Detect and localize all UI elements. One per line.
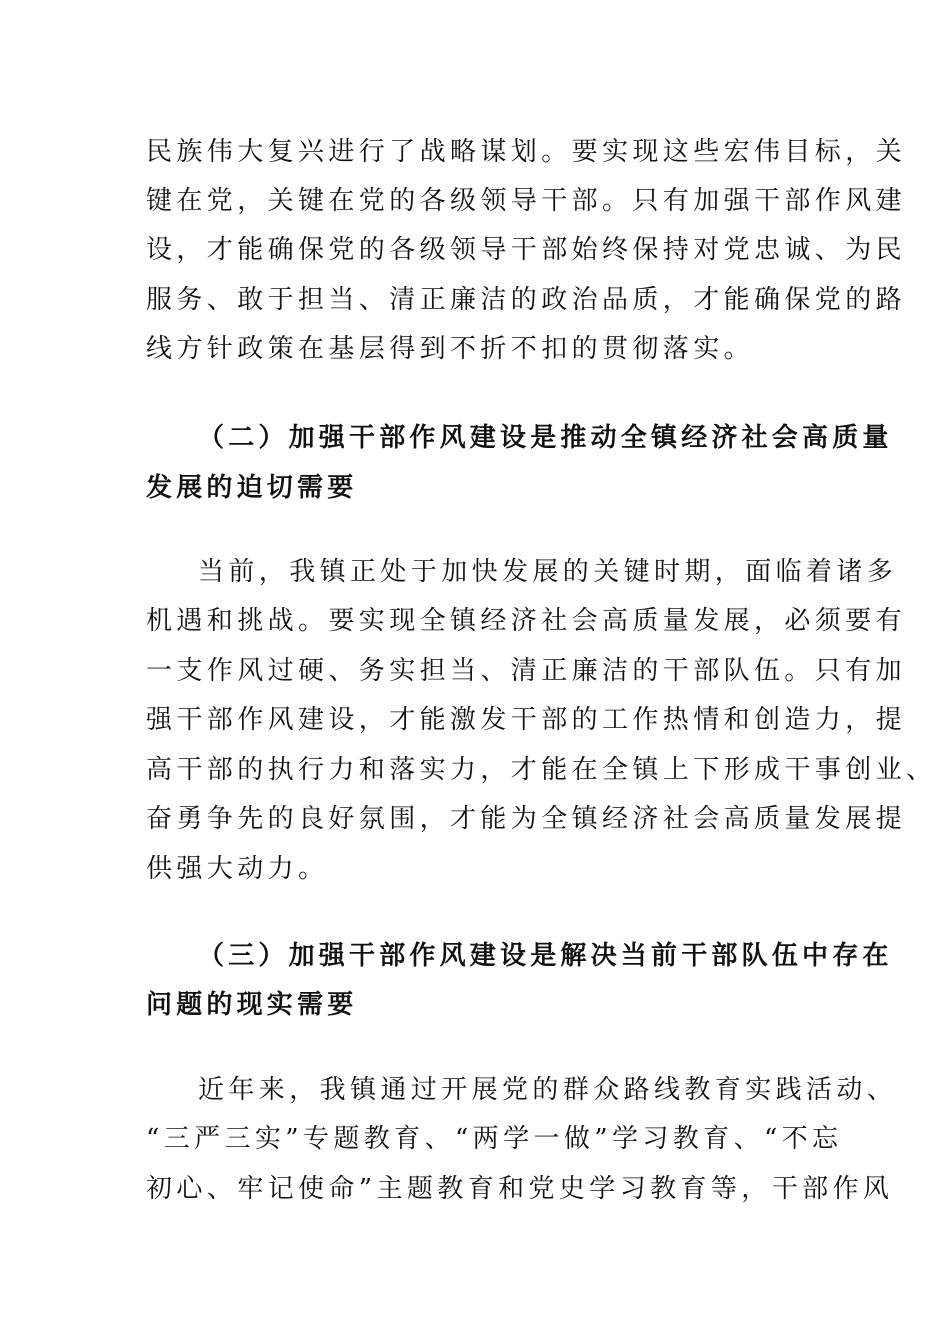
paragraph-3-line-1: 近年来，我镇通过开展党的群众路线教育实践活动、 (198, 1075, 898, 1105)
paragraph-2-line-7: 供强大动力。 (146, 854, 329, 884)
paragraph-1-line-2: 键在党，关键在党的各级领导干部。只有加强干部作风建 (146, 186, 907, 216)
paragraph-2-line-5: 高干部的执行力和落实力，才能在全镇上下形成干事创业、 (146, 755, 937, 785)
paragraph-2-line-6: 奋勇争先的良好氛围，才能为全镇经济社会高质量发展提 (146, 804, 907, 834)
paragraph-2-line-4: 强干部作风建设，才能激发干部的工作热情和创造力，提 (146, 705, 907, 735)
paragraph-1-line-5: 线方针政策在基层得到不折不扣的贯彻落实。 (146, 334, 755, 364)
section-heading-3-line-1: （三）加强干部作风建设是解决当前干部队伍中存在 (198, 941, 893, 971)
section-heading-3-line-2: 问题的现实需要 (146, 990, 358, 1020)
paragraph-2-line-3: 一支作风过硬、务实担当、清正廉洁的干部队伍。只有加 (146, 656, 907, 686)
paragraph-1-line-1: 民族伟大复兴进行了战略谋划。要实现这些宏伟目标，关 (146, 137, 907, 167)
section-heading-2-line-2: 发展的迫切需要 (146, 473, 358, 503)
section-heading-2-line-1: （二）加强干部作风建设是推动全镇经济社会高质量 (198, 423, 893, 453)
paragraph-1-line-3: 设，才能确保党的各级领导干部始终保持对党忠诚、为民 (146, 235, 907, 265)
paragraph-1-line-4: 服务、敢于担当、清正廉洁的政治品质，才能确保党的路 (146, 285, 907, 315)
paragraph-2-line-2: 机遇和挑战。要实现全镇经济社会高质量发展，必须要有 (146, 606, 907, 636)
paragraph-3-line-3: 初心、牢记使命”主题教育和党史学习教育等，干部作风 (146, 1174, 894, 1204)
paragraph-3-line-2: “三严三实”专题教育、“两学一做”学习教育、“不忘 (146, 1124, 843, 1154)
paragraph-2-line-1: 当前，我镇正处于加快发展的关键时期，面临着诸多 (198, 557, 898, 587)
